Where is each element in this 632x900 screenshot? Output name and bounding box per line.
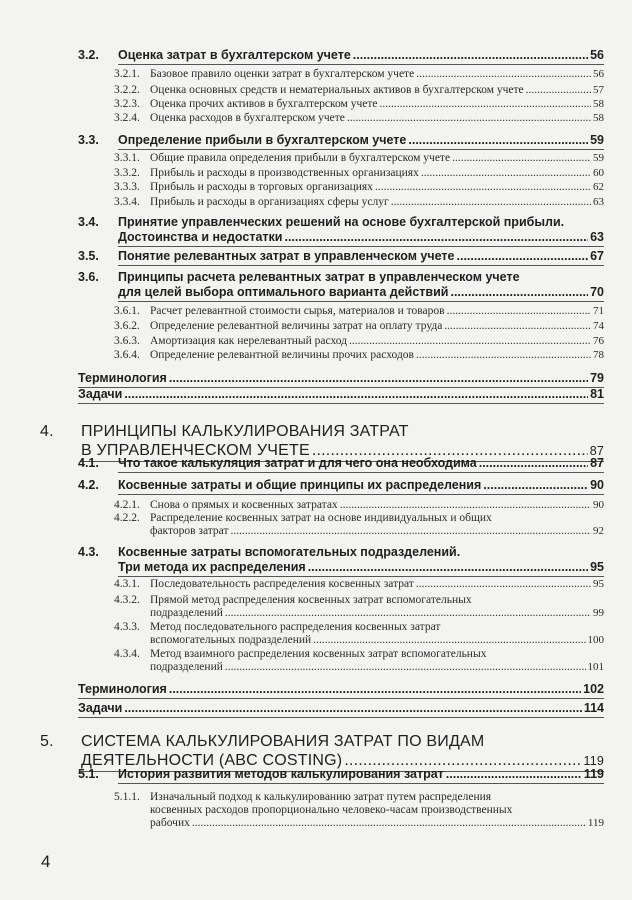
toc-entry[interactable]	[114, 152, 604, 165]
toc-entry-title: Терминология	[78, 371, 167, 385]
dot-leader	[446, 767, 582, 782]
toc-entry[interactable]	[114, 349, 604, 362]
toc-entry-number: 3.3.3.	[114, 181, 140, 193]
toc-entry-page: 114	[583, 701, 604, 715]
toc-entry-page: 70	[590, 285, 604, 299]
toc-entry[interactable]	[78, 371, 604, 386]
dot-leader	[416, 578, 591, 591]
toc-entry-number: 3.3.	[78, 133, 99, 147]
toc-entry-title: Последовательность распределения косвенных затрат	[150, 578, 414, 590]
toc-entry-page: 119	[587, 817, 604, 829]
toc-entry[interactable]	[114, 112, 604, 125]
toc-entry-number: 3.6.1.	[114, 305, 140, 317]
toc-entry-page: 58	[593, 112, 604, 124]
toc-entry-title: Распределение косвенных затрат на основе индивидуальных и общих	[150, 512, 492, 524]
toc-entry-page: 87	[590, 456, 604, 470]
toc-entry-page: 101	[587, 661, 604, 673]
toc-entry-page: 59	[593, 152, 604, 164]
toc-entry-title: Что такое калькуляция затрат и для чего она необходима	[118, 456, 477, 470]
toc-entry-number: 3.3.1.	[114, 152, 140, 164]
toc-entry-number: 4.1.	[78, 456, 99, 470]
toc-entry-title: Метод последовательного распределения косвенных затрат	[150, 621, 441, 633]
toc-entry-number: 3.2.3.	[114, 98, 140, 110]
toc-entry[interactable]	[114, 791, 604, 830]
dot-leader	[340, 499, 591, 512]
toc-entry-number: 3.6.4.	[114, 349, 140, 361]
toc-entry-page: 102	[583, 682, 604, 696]
toc-entry-number: 5.1.1.	[114, 791, 140, 803]
dot-leader	[479, 456, 588, 471]
dot-leader	[349, 335, 591, 348]
toc-entry[interactable]	[114, 512, 604, 538]
toc-entry-title: вспомогательных подразделений	[150, 634, 312, 646]
toc-entry-number: 3.6.2.	[114, 320, 140, 332]
toc-entry-page: 57	[593, 84, 604, 96]
toc-entry-number: 5.1.	[78, 767, 99, 781]
dot-leader	[124, 387, 588, 402]
toc-entry-title: Определение релевантной величины прочих расходов	[150, 349, 414, 361]
toc-entry-title: Оценка основных средств и нематериальных активов в бухгалтерском учете	[150, 84, 524, 96]
toc-entry-number: 4.3.1.	[114, 578, 140, 590]
toc-entry-number: 4.2.2.	[114, 512, 140, 524]
toc-entry-page: 58	[593, 98, 604, 110]
toc-entry[interactable]	[114, 84, 604, 97]
page-number: 4	[41, 852, 51, 871]
dot-leader	[375, 181, 591, 194]
toc-entry[interactable]	[114, 68, 604, 81]
toc-entry-title: Прибыль и расходы в производственных организациях	[150, 167, 419, 179]
toc-entry-number: 3.2.4.	[114, 112, 140, 124]
toc-entry-page: 59	[590, 133, 604, 147]
dot-leader	[452, 152, 591, 165]
toc-entry-page: 95	[593, 578, 604, 590]
toc-entry-title: Базовое правило оценки затрат в бухгалтерском учете	[150, 68, 415, 80]
toc-entry[interactable]	[114, 167, 604, 180]
toc-entry[interactable]	[78, 478, 604, 493]
toc-entry-title: подразделений	[150, 607, 223, 619]
section-underline	[118, 64, 604, 65]
toc-entry-title: Оценка расходов в бухгалтерском учете	[150, 112, 345, 124]
dot-leader	[169, 682, 581, 697]
toc-entry-number: 3.4.	[78, 215, 99, 229]
toc-entry-title: ДЕЯТЕЛЬНОСТИ (ABC COSTING)	[81, 752, 343, 769]
toc-entry-title: Три метода их распределения	[118, 560, 306, 574]
dot-leader	[450, 285, 588, 300]
toc-entry-number: 3.3.4.	[114, 196, 140, 208]
toc-entry-title: Расчет релевантной стоимости сырья, материалов и товаров	[150, 305, 445, 317]
toc-entry-page: 63	[593, 196, 604, 208]
toc-entry[interactable]	[114, 181, 604, 194]
toc-entry[interactable]	[40, 732, 604, 771]
dot-leader	[225, 607, 591, 620]
section-underline	[118, 494, 604, 495]
toc-entry[interactable]	[78, 270, 604, 300]
toc-entry-page: 56	[590, 48, 604, 62]
toc-entry-number: 4.3.	[78, 545, 99, 559]
dot-leader	[353, 48, 588, 63]
toc-entry-page: 62	[593, 181, 604, 193]
dot-leader	[169, 371, 588, 386]
toc-entry-title: В УПРАВЛЕНЧЕСКОМ УЧЕТЕ	[81, 442, 310, 459]
toc-entry-page: 67	[590, 249, 604, 263]
dot-leader	[416, 349, 591, 362]
toc-entry-number: 3.6.3.	[114, 335, 140, 347]
toc-entry[interactable]	[78, 249, 604, 264]
toc-entry-title: Принятие управленческих решений на основе бухгалтерской прибыли.	[118, 215, 565, 229]
dot-leader	[308, 560, 588, 575]
toc-entry-number: 4.2.	[78, 478, 99, 492]
toc-entry-title: Понятие релевантных затрат в управленческом учете	[118, 249, 455, 263]
toc-entry-page: 76	[593, 335, 604, 347]
toc-entry-title: Принципы расчета релевантных затрат в управленческом учете	[118, 270, 520, 284]
toc-entry-page: 90	[593, 499, 604, 511]
dot-leader	[444, 320, 591, 333]
section-underline	[118, 301, 604, 302]
toc-entry-title: СИСТЕМА КАЛЬКУЛИРОВАНИЯ ЗАТРАТ ПО ВИДАМ	[81, 733, 485, 750]
section-underline	[118, 265, 604, 266]
toc-entry-number: 3.3.2.	[114, 167, 140, 179]
toc-entry[interactable]	[114, 499, 604, 512]
toc-entry-number: 4.3.2.	[114, 594, 140, 606]
toc-entry-number: 3.2.2.	[114, 84, 140, 96]
toc-entry[interactable]	[114, 320, 604, 333]
toc-entry-number: 5.	[40, 733, 54, 750]
toc-entry-title: факторов затрат	[150, 525, 229, 537]
toc-entry[interactable]	[114, 578, 604, 591]
toc-entry-title: Терминология	[78, 682, 167, 696]
toc-entry-page: 78	[593, 349, 604, 361]
toc-entry-page: 119	[583, 754, 604, 768]
dot-leader	[447, 305, 591, 318]
toc-entry[interactable]	[114, 648, 604, 674]
toc-entry-title: для целей выбора оптимального варианта действий	[118, 285, 449, 299]
toc-entry-page: 87	[589, 444, 604, 458]
dot-leader	[457, 249, 589, 264]
toc-entry[interactable]	[114, 335, 604, 348]
toc-entry-page: 60	[593, 167, 604, 179]
toc-entry-page: 100	[587, 634, 604, 646]
toc-entry[interactable]	[78, 545, 604, 575]
toc-entry-page: 79	[590, 371, 604, 385]
toc-entry-title: Изначальный подход к калькулированию затрат путем распределения	[150, 791, 492, 803]
toc-entry-page: 92	[593, 525, 604, 537]
toc-entry-title: ПРИНЦИПЫ КАЛЬКУЛИРОВАНИЯ ЗАТРАТ	[81, 423, 409, 440]
toc-entry[interactable]	[78, 701, 604, 716]
dot-leader	[391, 196, 591, 209]
dot-leader	[231, 525, 591, 538]
toc-entry[interactable]	[78, 456, 604, 471]
dot-leader	[379, 98, 591, 111]
dot-leader	[313, 634, 585, 647]
dot-leader	[284, 230, 588, 245]
toc-entry-number: 3.2.1.	[114, 68, 140, 80]
dot-leader	[192, 817, 586, 830]
toc-entry-title: Определение релевантной величины затрат на оплату труда	[150, 320, 443, 332]
toc-entry-title: Общие правила определения прибыли в бухгалтерском учете	[150, 152, 451, 164]
toc-entry-number: 4.3.4.	[114, 648, 140, 660]
toc-entry-title: Прямой метод распределения косвенных затрат вспомогательных	[150, 594, 472, 606]
section-underline	[118, 472, 604, 473]
toc-entry-title: Снова о прямых и косвенных затратах	[150, 499, 338, 511]
toc-entry-number: 4.	[40, 423, 54, 440]
toc-entry[interactable]	[78, 387, 604, 402]
toc-entry-title: Оценка прочих активов в бухгалтерском учете	[150, 98, 378, 110]
toc-entry-title: Задачи	[78, 387, 123, 401]
toc-entry-page: 63	[590, 230, 604, 244]
toc-entry-title: Косвенные затраты вспомогательных подразделений.	[118, 545, 461, 559]
section-underline	[118, 149, 604, 150]
toc-entry-title: Прибыль и расходы в торговых организациях	[150, 181, 373, 193]
toc-entry-page: 74	[593, 320, 604, 332]
toc-entry-title: Оценка затрат в бухгалтерском учете	[118, 48, 351, 62]
dot-leader	[124, 701, 582, 716]
toc-entry-page: 56	[593, 68, 604, 80]
toc-entry-title: подразделений	[150, 661, 223, 673]
toc-entry-page: 99	[593, 607, 604, 619]
section-underline	[78, 717, 604, 718]
toc-entry[interactable]	[78, 767, 604, 782]
toc-entry-number: 3.5.	[78, 249, 99, 263]
toc-entry[interactable]	[114, 305, 604, 318]
toc-entry-page: 119	[583, 767, 604, 781]
toc-entry-title: Прибыль и расходы в организациях сферы услуг	[150, 196, 389, 208]
toc-entry-title: Амортизация как нерелевантный расход	[150, 335, 348, 347]
dot-leader	[416, 68, 591, 81]
toc-entry[interactable]	[78, 215, 604, 245]
toc-entry-title: Достоинства и недостатки	[118, 230, 283, 244]
section-underline	[118, 783, 604, 784]
toc-entry-page: 90	[590, 478, 604, 492]
toc-entry-page: 71	[593, 305, 604, 317]
section-underline	[118, 246, 604, 247]
dot-leader	[526, 84, 591, 97]
section-underline	[118, 576, 604, 577]
section-underline	[78, 698, 604, 699]
toc-entry-number: 4.2.1.	[114, 499, 140, 511]
toc-entry-title: рабочих	[150, 817, 190, 829]
dot-leader	[225, 661, 586, 674]
toc-entry[interactable]	[114, 621, 604, 647]
toc-entry-title: Метод взаимного распределения косвенных затрат вспомогательных	[150, 648, 487, 660]
toc-entry-title: косвенных расходов пропорционально человеко-часам производственных	[150, 804, 513, 816]
toc-entry[interactable]	[78, 682, 604, 697]
toc-entry-number: 3.2.	[78, 48, 99, 62]
toc-entry-number: 3.6.	[78, 270, 99, 284]
toc-entry-title: Косвенные затраты и общие принципы их распределения	[118, 478, 482, 492]
toc-entry[interactable]	[114, 196, 604, 209]
section-underline	[78, 403, 604, 404]
toc-entry[interactable]	[78, 48, 604, 63]
toc-entry-title: История развития методов калькулирования затрат	[118, 767, 444, 781]
dot-leader	[347, 112, 591, 125]
toc-entry-page: 81	[590, 387, 604, 401]
toc-entry-title: Определение прибыли в бухгалтерском учете	[118, 133, 407, 147]
toc-entry-number: 4.3.3.	[114, 621, 140, 633]
dot-leader	[483, 478, 588, 493]
dot-leader	[421, 167, 591, 180]
toc-entry[interactable]	[114, 98, 604, 111]
toc-entry[interactable]	[78, 133, 604, 148]
toc-entry-page: 95	[590, 560, 604, 574]
toc-entry-title: Задачи	[78, 701, 123, 715]
dot-leader	[408, 133, 588, 148]
toc-entry[interactable]	[114, 594, 604, 620]
